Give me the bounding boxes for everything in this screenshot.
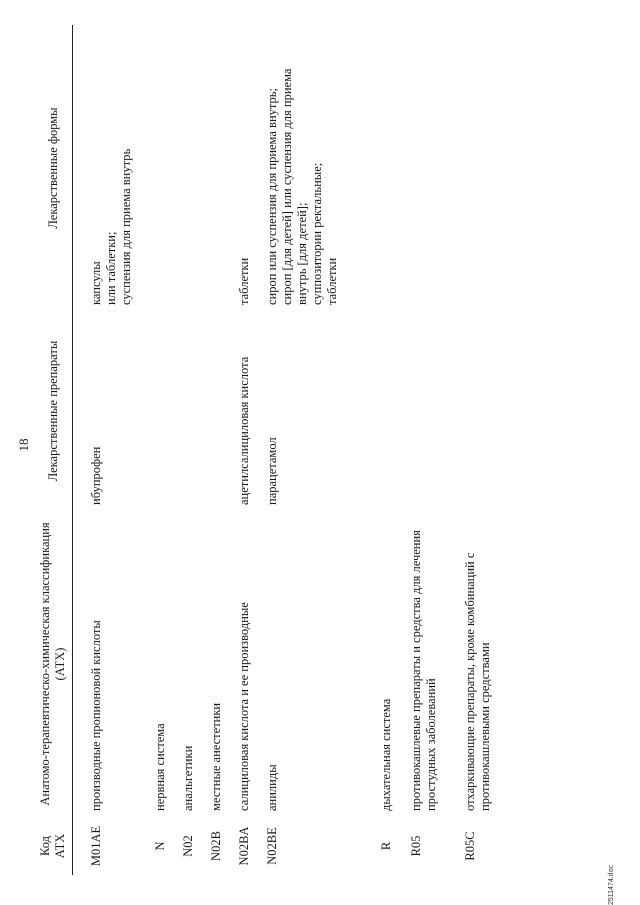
document-footer: 2511474.doc	[608, 865, 615, 905]
table-row	[263, 25, 377, 875]
table-row	[407, 25, 461, 875]
table-row	[73, 25, 150, 875]
drug-name	[461, 311, 515, 511]
atx-classification: анальгетики	[181, 745, 195, 811]
table-row	[377, 25, 407, 875]
drug-name	[179, 311, 207, 511]
header-forms: Лекарственные формы	[34, 25, 73, 311]
atx-code: N02BE	[265, 827, 279, 865]
table-row	[235, 25, 263, 875]
dosage-forms	[407, 25, 461, 311]
dosage-forms	[179, 25, 207, 311]
header-code: Код АТХ	[34, 817, 73, 875]
dosage-forms	[377, 25, 407, 311]
drug-name	[377, 311, 407, 511]
atx-code: R05	[409, 835, 423, 857]
atx-code: N02	[181, 835, 195, 857]
atx-classification: дыхательная система	[379, 698, 393, 811]
drug-name	[207, 311, 235, 511]
atx-classification: нервная система	[153, 723, 167, 811]
atx-code: R	[379, 841, 393, 851]
drug-name	[149, 311, 179, 511]
atx-code: N	[153, 841, 167, 851]
atx-code: R05C	[463, 831, 477, 861]
table-row	[149, 25, 179, 875]
atx-classification: отхаркивающие препараты, кроме комбинаций с противокашлевыми средствами	[463, 552, 492, 811]
drug-name	[407, 311, 461, 511]
dosage-forms: сироп или суспензия для приема внутрь; сироп [для детей] или суспензия для приема внутрь [для детей]; суппозитории ректальные; таблетки	[265, 68, 339, 305]
table-row	[179, 25, 207, 875]
atx-code: N02B	[209, 831, 223, 861]
table-row	[207, 25, 235, 875]
atx-drug-table	[34, 25, 515, 875]
atx-code: M01AE	[89, 825, 103, 867]
dosage-forms: капсулы или таблетки; суспензия для приема внутрь	[89, 148, 133, 305]
dosage-forms	[149, 25, 179, 311]
header-drugs: Лекарственные препараты	[34, 311, 73, 511]
drug-name: ацетилсалициловая кислота	[237, 356, 251, 505]
atx-classification: анилиды	[265, 764, 279, 811]
page-number: 18	[16, 438, 31, 452]
drug-name: ибупрофен	[89, 446, 103, 505]
dosage-forms	[461, 25, 515, 311]
atx-classification: производные пропионовой кислоты	[89, 620, 103, 811]
atx-classification: местные анестетики	[209, 702, 223, 811]
dosage-forms: таблетки	[237, 257, 251, 305]
atx-classification: салициловая кислота и ее производные	[237, 602, 251, 811]
atx-code: N02BA	[237, 826, 251, 866]
table-row	[461, 25, 515, 875]
table-header-row	[34, 25, 73, 875]
dosage-forms	[207, 25, 235, 311]
drug-name: парацетамол	[265, 437, 279, 505]
atx-classification: противокашлевые препараты и средства для лечения простудных заболеваний	[409, 530, 438, 811]
header-classification: Анатомо-терапевтическо-химическая классификация (АТХ)	[34, 511, 73, 817]
